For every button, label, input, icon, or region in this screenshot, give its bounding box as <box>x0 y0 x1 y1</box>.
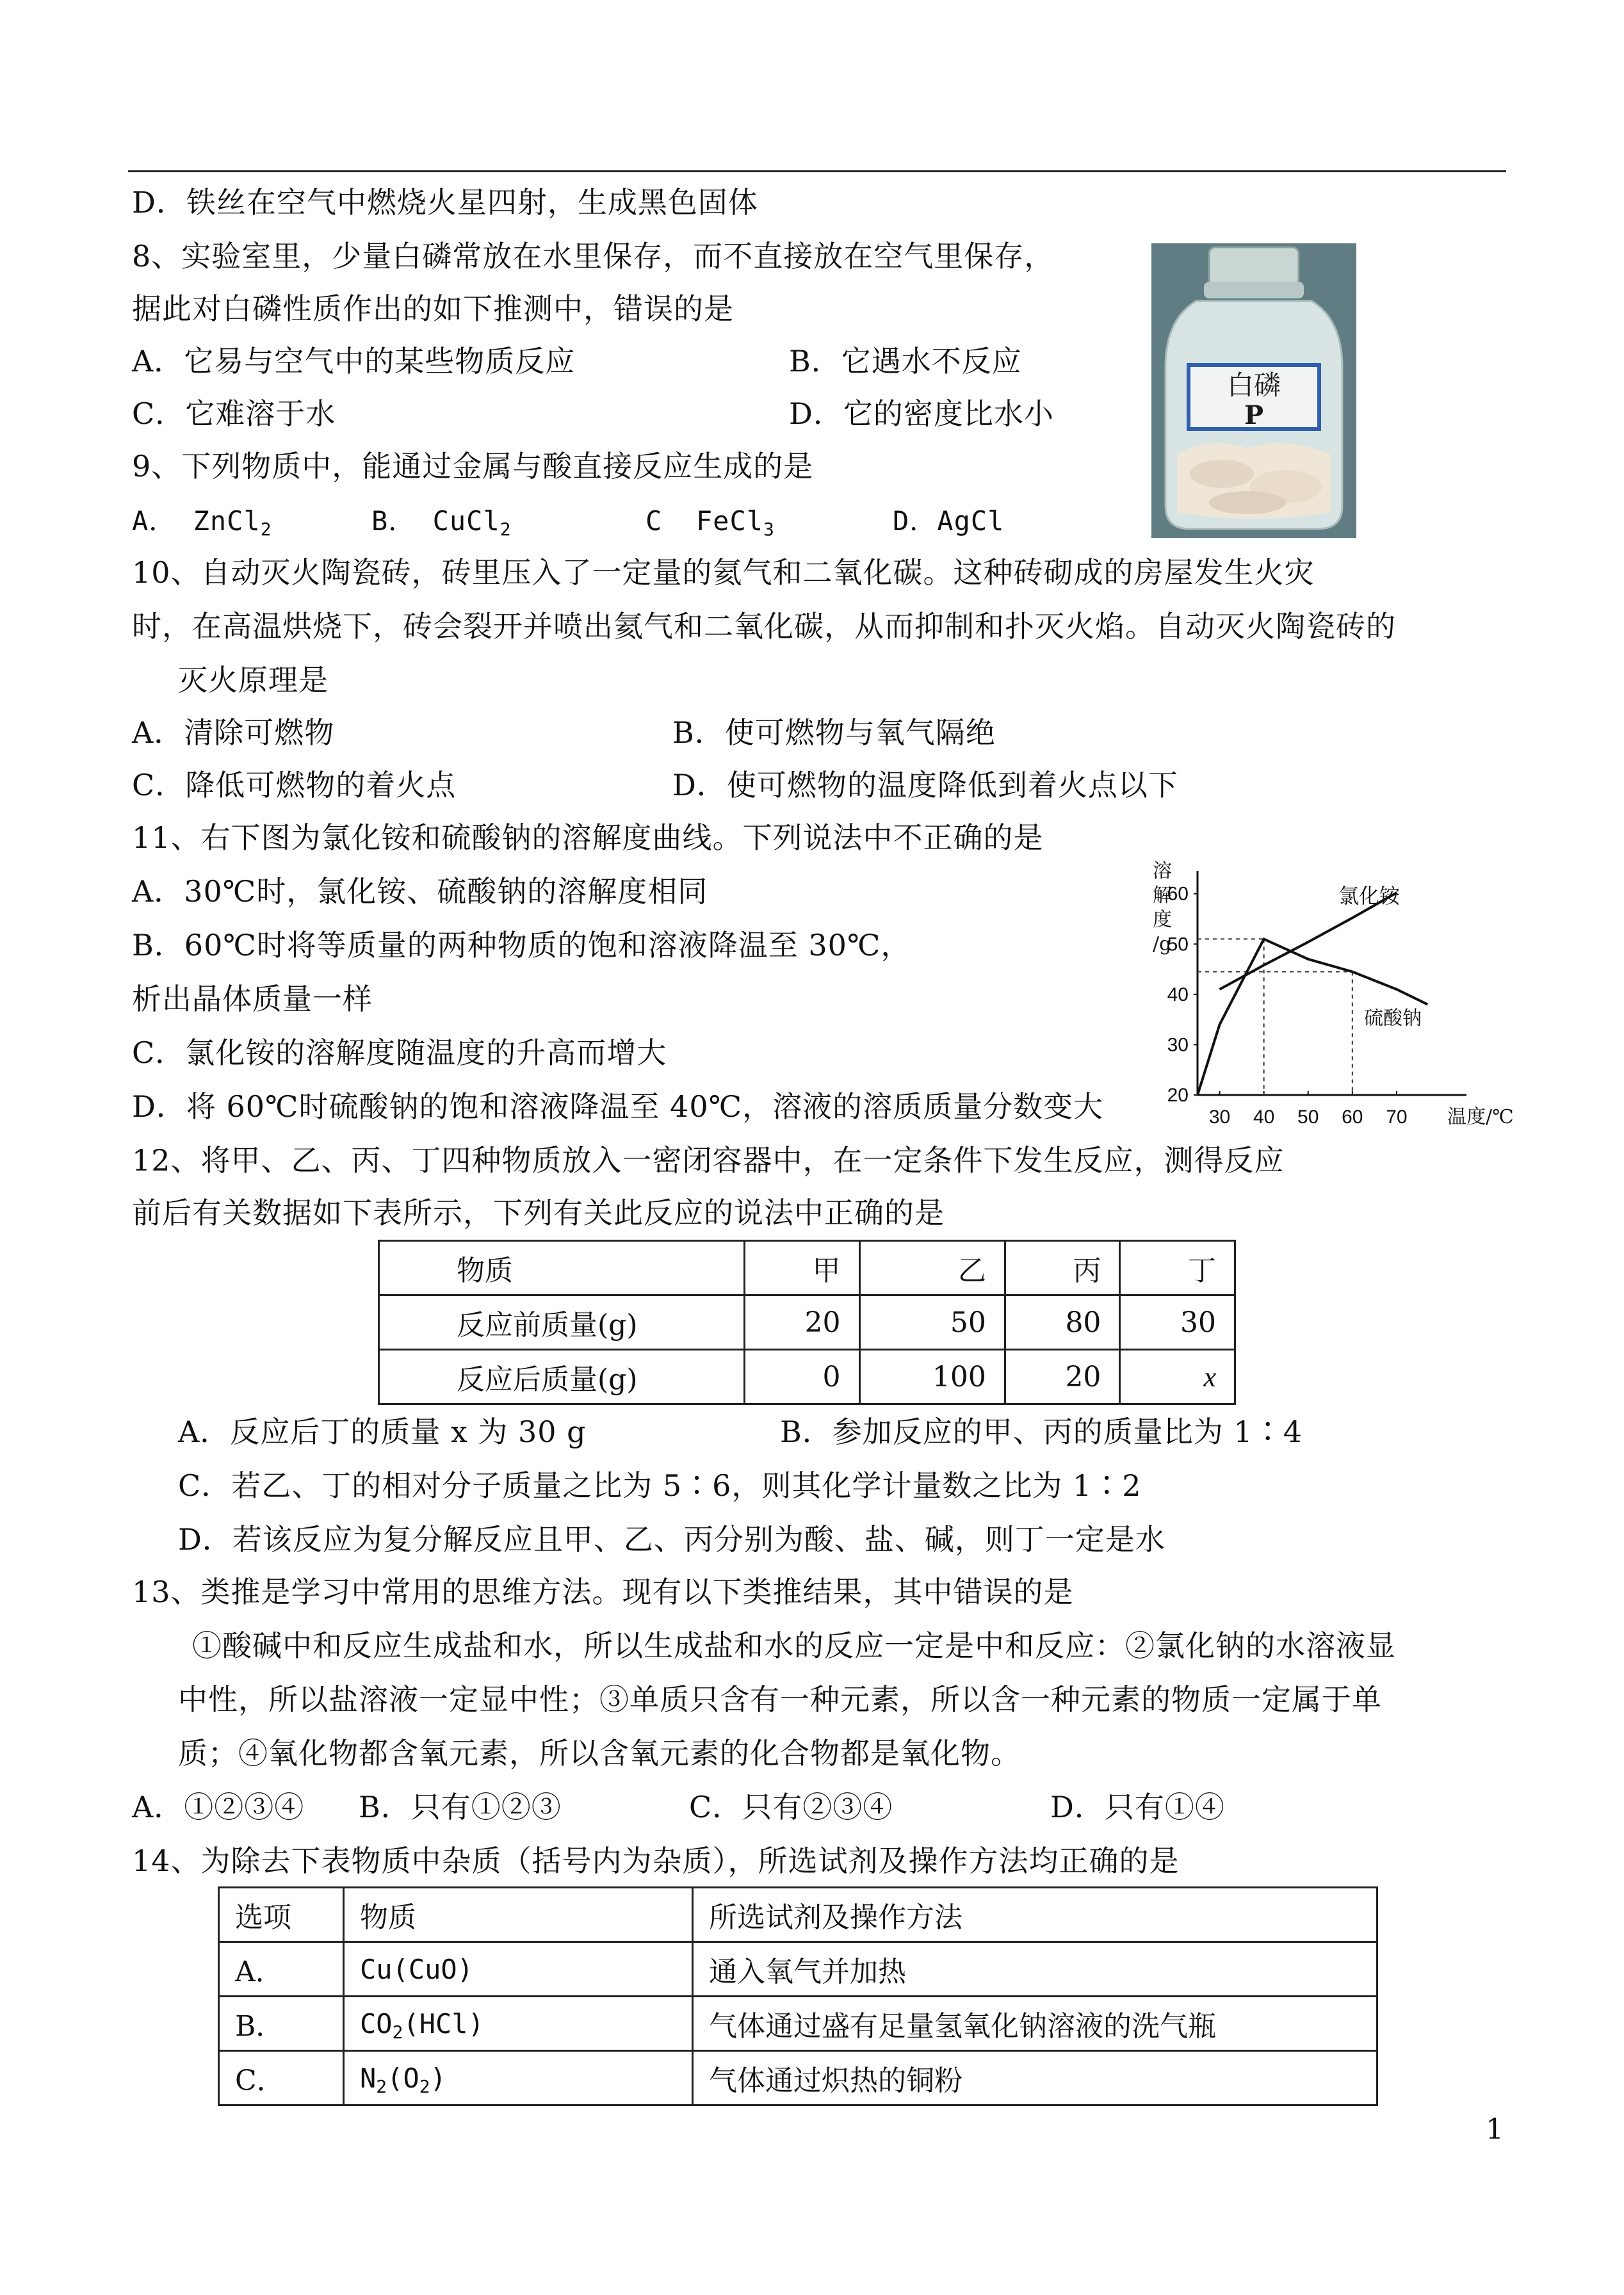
q8-stem-line2: 据此对白磷性质作出的如下推测中，错误的是 <box>132 291 734 326</box>
q12-option-c: C．若乙、丁的相对分子质量之比为 5∶6，则其化学计量数之比为 1∶2 <box>178 1468 1142 1503</box>
table-cell: 反应后质量(g) <box>379 1350 745 1404</box>
y-tick-label: 50 <box>1167 934 1189 955</box>
table-header-cell: 物质 <box>379 1241 745 1295</box>
table-cell: 80 <box>1005 1295 1120 1350</box>
table-header-cell: 丙 <box>1005 1241 1120 1295</box>
table-row <box>219 1997 1377 2051</box>
y-axis-label: 解 <box>1153 884 1172 907</box>
q10-option-c: C．降低可燃物的着火点 <box>132 768 457 802</box>
x-axis-label: 温度/℃ <box>1447 1106 1514 1128</box>
table-row <box>219 1942 1377 1997</box>
table-header-row <box>219 1888 1377 1942</box>
q13-body-line3: 质；④氧化物都含氧元素，所以含氧元素的化合物都是氧化物。 <box>178 1736 1021 1771</box>
table-header-cell: 选项 <box>219 1888 344 1942</box>
q13-option-b: B．只有①②③ <box>359 1790 562 1824</box>
table-header-cell: 乙 <box>859 1241 1005 1295</box>
q9-stem: 9、下列物质中，能通过金属与酸直接反应生成的是 <box>132 449 814 483</box>
jar-label-symbol: P <box>1244 400 1264 430</box>
table-cell: B． <box>219 1997 344 2051</box>
q14-stem: 14、为除去下表物质中杂质（括号内为杂质），所选试剂及操作方法均正确的是 <box>132 1844 1180 1878</box>
q10-option-a: A．清除可燃物 <box>132 715 335 750</box>
series-label-ammonium-chloride: 氯化铵 <box>1338 884 1401 908</box>
table-cell: A． <box>219 1942 344 1997</box>
header-rule <box>128 170 1506 172</box>
y-axis-label: 溶 <box>1153 860 1172 882</box>
q12-stem-line1: 12、将甲、乙、丙、丁四种物质放入一密闭容器中，在一定条件下发生反应，测得反应 <box>132 1143 1285 1178</box>
table-header-cell: 物质 <box>344 1888 693 1942</box>
q8-option-d: D．它的密度比水小 <box>789 396 1054 431</box>
table-cell: 30 <box>1120 1295 1235 1350</box>
q10-option-b: B．使可燃物与氧气隔绝 <box>672 715 996 750</box>
table-cell: 50 <box>859 1295 1005 1350</box>
q13-body-line2: 中性，所以盐溶液一定显中性；③单质只含有一种元素，所以含一种元素的物质一定属于单 <box>178 1682 1382 1717</box>
table-cell: C． <box>219 2051 344 2105</box>
q8-option-c: C．它难溶于水 <box>132 396 336 431</box>
table-cell: Cu(CuO) <box>344 1942 693 1997</box>
q9-option-b: B． CuCl$_2$ <box>371 505 512 540</box>
table-row <box>379 1295 1235 1350</box>
q10-option-d: D．使可燃物的温度降低到着火点以下 <box>672 768 1178 802</box>
q10-stem-line3: 灭火原理是 <box>178 663 329 697</box>
y-axis-label: 度 <box>1153 909 1172 931</box>
q10-stem-line1: 10、自动灭火陶瓷砖，砖里压入了一定量的氦气和二氧化碳。这种砖砌成的房屋发生火灾 <box>132 555 1315 590</box>
x-tick-label: 50 <box>1297 1107 1319 1128</box>
x-tick-label: 30 <box>1208 1107 1231 1128</box>
table-cell: $N_2(O_2)$ <box>344 2051 693 2105</box>
page-number: 1 <box>1486 2113 1504 2146</box>
q13-option-a: A．①②③④ <box>132 1790 305 1824</box>
q9-option-c: C FeCl$_3$ <box>646 505 775 540</box>
table-row <box>219 2051 1377 2105</box>
q13-stem: 13、类推是学习中常用的思维方法。现有以下类推结果，其中错误的是 <box>132 1575 1074 1609</box>
white-phosphorus-jar-photo <box>1151 243 1356 538</box>
table-cell: $CO_2(HCl)$ <box>344 1997 693 2051</box>
q10-stem-line2: 时，在高温烘烧下，砖会裂开并喷出氦气和二氧化碳，从而抑制和扑灭火焰。自动灭火陶瓷砖的 <box>132 609 1396 644</box>
table-cell: 反应前质量(g) <box>379 1295 745 1350</box>
q11-option-b-line1: B．60℃时将等质量的两种物质的饱和溶液降温至 30℃， <box>132 928 911 962</box>
table-cell: x <box>1120 1350 1235 1404</box>
q8-option-b: B．它遇水不反应 <box>789 344 1022 378</box>
q14-options-table <box>218 1886 1378 2106</box>
q12-option-a: A．反应后丁的质量 x 为 30 g <box>178 1415 587 1449</box>
q12-option-d: D．若该反应为复分解反应且甲、乙、丙分别为酸、盐、碱，则丁一定是水 <box>178 1522 1165 1557</box>
q11-option-c: C．氯化铵的溶解度随温度的升高而增大 <box>132 1035 667 1070</box>
table-cell: 20 <box>1005 1350 1120 1404</box>
table-row <box>379 1350 1235 1404</box>
q11-option-b-line2: 析出晶体质量一样 <box>132 982 373 1016</box>
q12-option-b: B．参加反应的甲、丙的质量比为 1∶4 <box>780 1415 1303 1449</box>
table-cell: 通入氧气并加热 <box>693 1942 1377 1997</box>
q7-option-d: D．铁丝在空气中燃烧火星四射，生成黑色固体 <box>132 185 758 220</box>
x-tick-label: 60 <box>1342 1107 1363 1128</box>
table-cell: 气体通过盛有足量氢氧化钠溶液的洗气瓶 <box>693 1997 1377 2051</box>
q9-option-d: D．AgCl <box>893 505 1005 537</box>
q13-body-line1: ①酸碱中和反应生成盐和水，所以生成盐和水的反应一定是中和反应：②氯化钠的水溶液显 <box>192 1628 1396 1663</box>
table-header-cell: 所选试剂及操作方法 <box>693 1888 1377 1942</box>
q9-option-a: A． ZnCl$_2$ <box>132 505 272 540</box>
x-tick-label: 70 <box>1386 1107 1408 1128</box>
q13-option-d: D．只有①④ <box>1050 1790 1225 1824</box>
q13-option-c: C．只有②③④ <box>689 1790 893 1824</box>
q11-option-d: D．将 60℃时硫酸钠的饱和溶液降温至 40℃，溶液的溶质质量分数变大 <box>132 1089 1104 1124</box>
table-cell: 20 <box>745 1295 860 1350</box>
x-tick-label: 40 <box>1253 1107 1275 1128</box>
table-header-cell: 丁 <box>1120 1241 1235 1295</box>
y-tick-label: 30 <box>1167 1034 1189 1056</box>
jar-label-cn: 白磷 <box>1226 369 1281 401</box>
table-cell: 0 <box>745 1350 860 1404</box>
table-cell: 100 <box>859 1350 1005 1404</box>
q12-data-table <box>378 1240 1236 1405</box>
solubility-curve-chart <box>1140 858 1514 1133</box>
q11-option-a: A．30℃时，氯化铵、硫酸钠的溶解度相同 <box>132 874 708 909</box>
table-header-row <box>379 1241 1235 1295</box>
series-label-sodium-sulfate: 硫酸钠 <box>1364 1007 1422 1030</box>
y-tick-label: 40 <box>1167 984 1189 1005</box>
q8-option-a: A．它易与空气中的某些物质反应 <box>132 344 576 378</box>
q11-stem: 11、右下图为氯化铵和硫酸钠的溶解度曲线。下列说法中不正确的是 <box>132 820 1044 855</box>
y-tick-label: 60 <box>1167 883 1189 905</box>
y-axis-label: /g <box>1153 933 1172 955</box>
y-tick-label: 20 <box>1167 1085 1189 1106</box>
q12-stem-line2: 前后有关数据如下表所示，下列有关此反应的说法中正确的是 <box>132 1196 945 1230</box>
table-header-cell: 甲 <box>745 1241 860 1295</box>
q8-stem-line1: 8、实验室里，少量白磷常放在水里保存，而不直接放在空气里保存， <box>132 239 1055 273</box>
table-cell: 气体通过炽热的铜粉 <box>693 2051 1377 2105</box>
